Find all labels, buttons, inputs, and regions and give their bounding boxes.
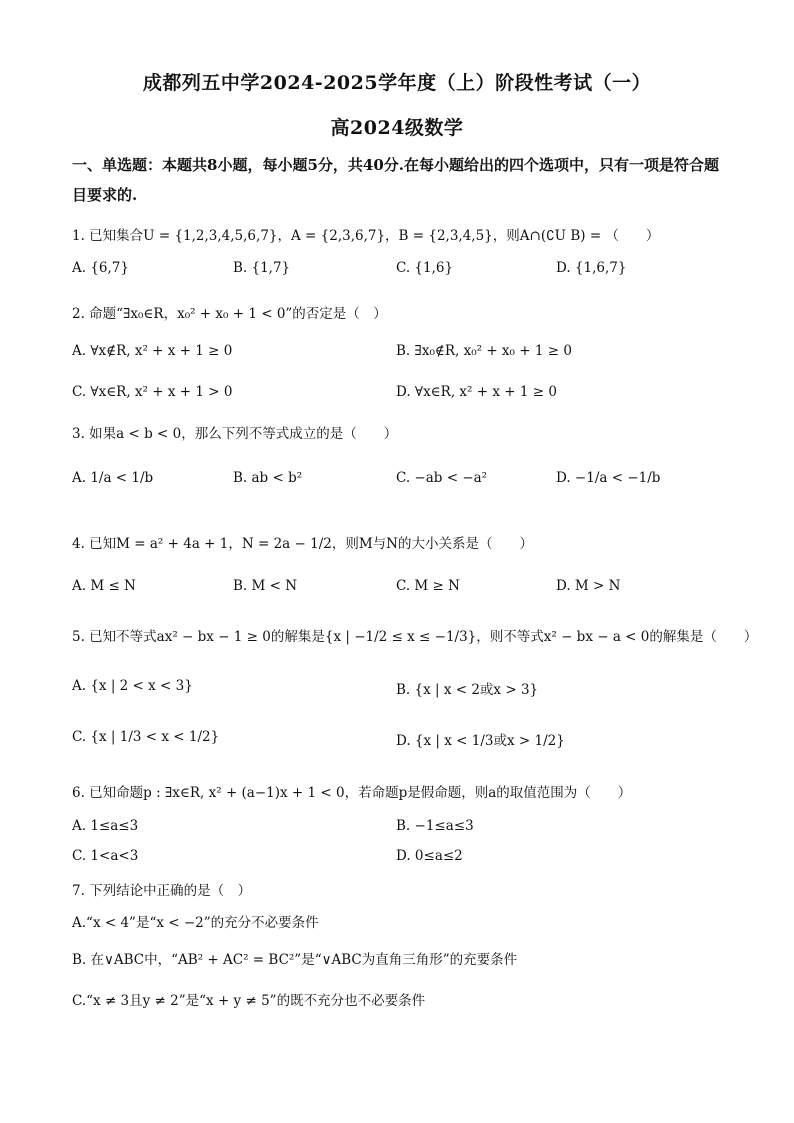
question-4-option-a: A. M ≤ N — [72, 578, 136, 594]
question-6-option-b: B. −1≤a≤3 — [396, 818, 474, 834]
question-4-option-d: D. M > N — [556, 578, 621, 594]
question-7-option-a: A.“x < 4”是“x < −2”的充分不必要条件 — [72, 915, 319, 931]
question-7-option-b: B. 在∨ABC中，“AB² + AC² = BC²”是“∨ABC为直角三角形”的充要条件 — [72, 952, 518, 968]
question-5-option-a: A. {x | 2 < x < 3} — [72, 678, 193, 694]
question-4-option-c: C. M ≥ N — [396, 578, 460, 594]
question-5-stem: 5. 已知不等式ax² − bx − 1 ≥ 0的解集是{x | −1/2 ≤ x ≤ −1/3}，则不等式x² − bx − a < 0的解集是（ ） — [72, 629, 758, 645]
question-6-option-d: D. 0≤a≤2 — [396, 848, 463, 864]
question-4-option-b: B. M < N — [233, 578, 298, 594]
question-5-option-c: C. {x | 1/3 < x < 1/2} — [72, 729, 220, 745]
question-1-option-d: D. {1,6,7} — [556, 260, 627, 276]
question-5-option-b: B. {x | x < 2或x > 3} — [396, 682, 539, 698]
question-5-option-d: D. {x | x < 1/3或x > 1/2} — [396, 733, 565, 749]
question-3-stem: 3. 如果a < b < 0，那么下列不等式成立的是（ ） — [72, 426, 398, 442]
question-2-stem: 2. 命题“∃x₀∈R，x₀² + x₀ + 1 < 0”的否定是（ ） — [72, 306, 387, 322]
exam-title: 成都列五中学2024-2025学年度（上）阶段性考试（一） — [142, 72, 652, 94]
question-3-option-b: B. ab < b² — [233, 470, 303, 486]
exam-subtitle: 高2024级数学 — [330, 117, 464, 139]
question-6-option-c: C. 1<a<3 — [72, 848, 139, 864]
section-heading: 一、单选题：本题共8小题，每小题5分，共40分.在每小题给出的四个选项中，只有一项是符合题目要求的. — [72, 156, 719, 204]
question-1-option-c: C. {1,6} — [396, 260, 454, 276]
question-2-option-d: D. ∀x∈R, x² + x + 1 ≥ 0 — [396, 384, 557, 400]
question-3-option-c: C. −ab < −a² — [396, 470, 488, 486]
question-3-option-d: D. −1/a < −1/b — [556, 470, 661, 486]
question-6-option-a: A. 1≤a≤3 — [72, 818, 139, 834]
question-7-option-c: C.“x ≠ 3且y ≠ 2”是“x + y ≠ 5”的既不充分也不必要条件 — [72, 993, 426, 1009]
question-2-option-b: B. ∃x₀∉R, x₀² + x₀ + 1 ≥ 0 — [396, 343, 572, 359]
question-6-stem: 6. 已知命题p : ∃x∈R, x² + (a−1)x + 1 < 0，若命题p是假命题，则a的取值范围为（ ） — [72, 785, 632, 801]
question-4-stem: 4. 已知M = a² + 4a + 1，N = 2a − 1/2，则M与N的大小关系是（ ） — [72, 536, 533, 552]
question-3-option-a: A. 1/a < 1/b — [72, 470, 154, 486]
question-2-option-a: A. ∀x∉R, x² + x + 1 ≥ 0 — [72, 343, 233, 359]
question-1-option-b: B. {1,7} — [233, 260, 291, 276]
question-7-stem: 7. 下列结论中正确的是（ ） — [72, 883, 252, 899]
question-1-stem: 1. 已知集合U = {1,2,3,4,5,6,7}，A = {2,3,6,7}，B = {2,3,4,5}，则A∩(∁U B) = （ ） — [72, 228, 660, 244]
question-1-option-a: A. {6,7} — [72, 260, 129, 276]
question-2-option-c: C. ∀x∈R, x² + x + 1 > 0 — [72, 384, 233, 400]
